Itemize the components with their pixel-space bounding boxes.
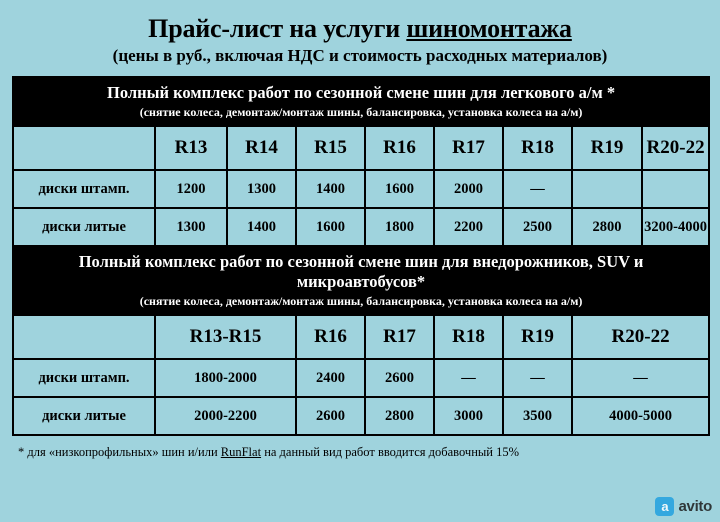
section2-header-2: R16 — [296, 315, 365, 359]
footnote-runflat: RunFlat — [220, 445, 262, 460]
section2-row1-cell0: 2000-2200 — [155, 397, 296, 435]
section1-header-7: R19 — [572, 126, 642, 170]
section1-row1-cell4: 2200 — [434, 208, 503, 246]
section2-row1-cell3: 3000 — [434, 397, 503, 435]
section1-header-4: R16 — [365, 126, 434, 170]
section1-row0-cell7 — [642, 170, 709, 208]
table-row — [13, 170, 709, 208]
section2-subtitle: (снятие колеса, демонтаж/монтаж шины, балансировка, установка колеса на а/м) — [139, 293, 583, 308]
footnote — [18, 445, 704, 460]
section2-row1-cell1: 2600 — [296, 397, 365, 435]
section2-header-5: R19 — [503, 315, 572, 359]
section2-row0-cell0: 1800-2000 — [155, 359, 296, 397]
section1-row1-cell6: 2800 — [572, 208, 642, 246]
table-row — [13, 359, 709, 397]
section1-row0-cell0: 1200 — [155, 170, 227, 208]
section1-row0-cell3: 1600 — [365, 170, 434, 208]
section2-row0-cell2: 2600 — [365, 359, 434, 397]
section2-header-4: R18 — [434, 315, 503, 359]
section1-header-0 — [13, 126, 155, 170]
avito-watermark — [655, 497, 712, 516]
section2-header-6: R20-22 — [572, 315, 709, 359]
section1-row1-cell2: 1600 — [296, 208, 365, 246]
section2-header-1: R13-R15 — [155, 315, 296, 359]
section1-header-2: R14 — [227, 126, 296, 170]
page-title-part1: Прайс-лист на услуги — [148, 14, 407, 43]
section1-subtitle: (снятие колеса, демонтаж/монтаж шины, балансировка, установка колеса на а/м) — [139, 104, 583, 119]
avito-logo-icon: a — [655, 497, 674, 516]
section2-header-row — [13, 315, 709, 359]
section2-row0-cell3: — — [434, 359, 503, 397]
section1-row1-cell5: 2500 — [503, 208, 572, 246]
section2-title: Полный комплекс работ по сезонной смене шин для внедорожников, SUV и микроавтобусов* — [78, 252, 644, 291]
price-table — [12, 76, 710, 436]
section-header-suv — [13, 246, 709, 315]
avito-watermark-label: avito — [678, 498, 712, 515]
section1-row0-cell1: 1300 — [227, 170, 296, 208]
section1-header-5: R17 — [434, 126, 503, 170]
table-row — [13, 397, 709, 435]
section1-header-1: R13 — [155, 126, 227, 170]
section1-row1-cell1: 1400 — [227, 208, 296, 246]
section1-row1-cell3: 1800 — [365, 208, 434, 246]
section1-row1-label: диски литые — [13, 208, 155, 246]
section1-row0-label: диски штамп. — [13, 170, 155, 208]
section2-header-3: R17 — [365, 315, 434, 359]
footnote-part3: на данный вид работ вводится добавочный 15% — [261, 445, 520, 460]
page-title — [12, 14, 708, 44]
section1-row0-cell6 — [572, 170, 642, 208]
section1-row1-cell7: 3200-4000 — [642, 208, 709, 246]
footnote-part1: * для «низкопрофильных» шин и/или — [18, 445, 221, 460]
section1-header-3: R15 — [296, 126, 365, 170]
section1-row0-cell4: 2000 — [434, 170, 503, 208]
section2-row0-cell1: 2400 — [296, 359, 365, 397]
section2-row1-cell4: 3500 — [503, 397, 572, 435]
section2-row1-cell2: 2800 — [365, 397, 434, 435]
section1-header-row — [13, 126, 709, 170]
section2-row0-cell5: — — [572, 359, 709, 397]
section1-row1-cell0: 1300 — [155, 208, 227, 246]
section2-row0-cell4: — — [503, 359, 572, 397]
page-title-part2: шиномонтажа — [406, 14, 572, 43]
section1-row0-cell5: — — [503, 170, 572, 208]
section1-header-6: R18 — [503, 126, 572, 170]
section2-row1-cell5: 4000-5000 — [572, 397, 709, 435]
section-header-passenger — [13, 77, 709, 126]
table-row — [13, 208, 709, 246]
section2-row1-label: диски литые — [13, 397, 155, 435]
section2-header-0 — [13, 315, 155, 359]
page-subtitle: (цены в руб., включая НДС и стоимость расходных материалов) — [112, 45, 608, 65]
section2-row0-label: диски штамп. — [13, 359, 155, 397]
section1-row0-cell2: 1400 — [296, 170, 365, 208]
section1-header-8: R20-22 — [642, 126, 709, 170]
section1-title: Полный комплекс работ по сезонной смене шин для легкового а/м * — [107, 82, 616, 102]
